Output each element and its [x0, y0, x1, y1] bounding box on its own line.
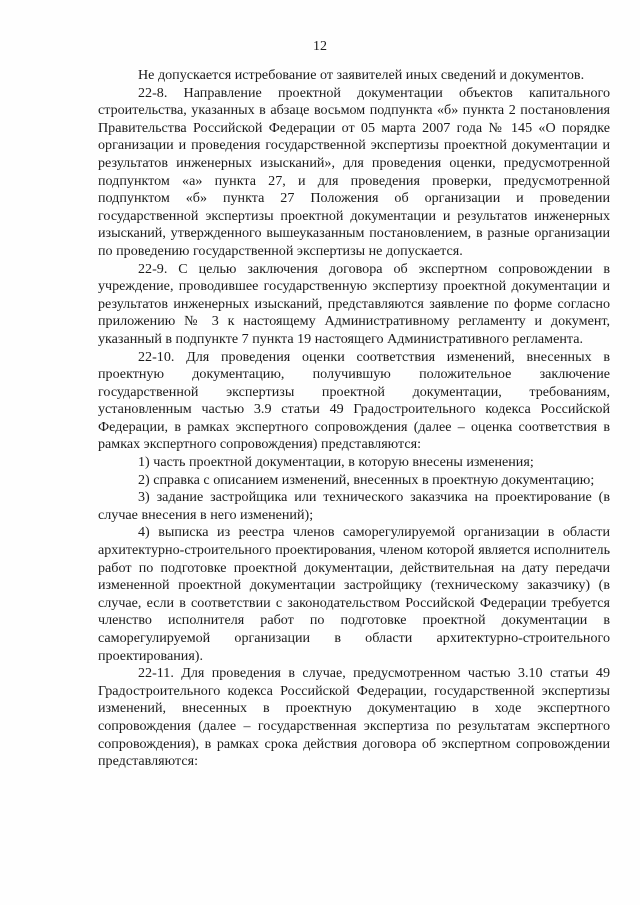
body-text	[98, 67, 610, 771]
paragraph-22-9: 22-9. С целью заключения договора об экспертном сопровождении в учреждение, проводившее государственную экспертизу проектной документации и результатов инженерных изысканий, представляются заявление по форме согласно приложению № 3 к настоящему Административному регламенту и документ, указанный в подпункте 7 пункта 19 настоящего Административного регламента.	[98, 260, 610, 347]
paragraph-22-8: 22-8. Направление проектной документации объектов капитального строительства, указанных в абзаце восьмом подпункта «б» пункта 2 постановления Правительства Российской Федерации от 05 марта 2007 года № 145 «О порядке организации и проведения государственной экспертизы проектной документации и результатов инженерных изысканий», для проведения оценки, предусмотренной подпунктом «а» пункта 27, и для проведения проверки, предусмотренной подпунктом «б» пункта 27 Положения об организации и проведении государственной экспертизы проектной документации и результатов инженерных изысканий, утвержденного вышеуказанным постановлением, в разные организации по проведению государственной экспертизы не допускается.	[98, 84, 610, 259]
page-number: 12	[313, 39, 327, 54]
list-item-2: 2) справка с описанием изменений, внесенных в проектную документацию;	[138, 471, 595, 488]
list-item-4: 4) выписка из реестра членов саморегулируемой организации в области архитектурно-строительного проектирования, членом которой является исполнитель работ по подготовке проектной документации, действительная на дату передачи измененной проектной документации застройщику (техническому заказчику) (в случае, если в соответствии с законодательством Российской Федерации требуется членство исполнителя работ по подготовке проектной документации в саморегулируемой организации в области архитектурно-строительного проектирования).	[98, 524, 610, 664]
paragraph-22-11: 22-11. Для проведения в случае, предусмотренном частью 3.10 статьи 49 Градостроительного кодекса Российской Федерации, государственной экспертизы изменений, внесенных в проектную документацию в ходе экспертного сопровождения (далее – государственная экспертиза по результатам экспертного сопровождения), в рамках срока действия договора об экспертном сопровождении представляются:	[98, 665, 610, 770]
list-item-1: 1) часть проектной документации, в которую внесены изменения;	[138, 454, 534, 471]
paragraph-no-extra-docs: Не допускается истребование от заявителей иных сведений и документов.	[138, 67, 585, 83]
paragraph-22-10: 22-10. Для проведения оценки соответствия изменений, внесенных в проектную документацию, получившую положительное заключение государственной экспертизы проектной документации, требованиям, установленным частью 3.9 статьи 49 Градостроительного кодекса Российской Федерации, в рамках экспертного сопровождения (далее – оценка соответствия в рамках экспертного сопровождения) представляются:	[98, 348, 610, 453]
list-item-3: 3) задание застройщика или технического заказчика на проектирование (в случае внесения в него изменений);	[98, 489, 610, 523]
